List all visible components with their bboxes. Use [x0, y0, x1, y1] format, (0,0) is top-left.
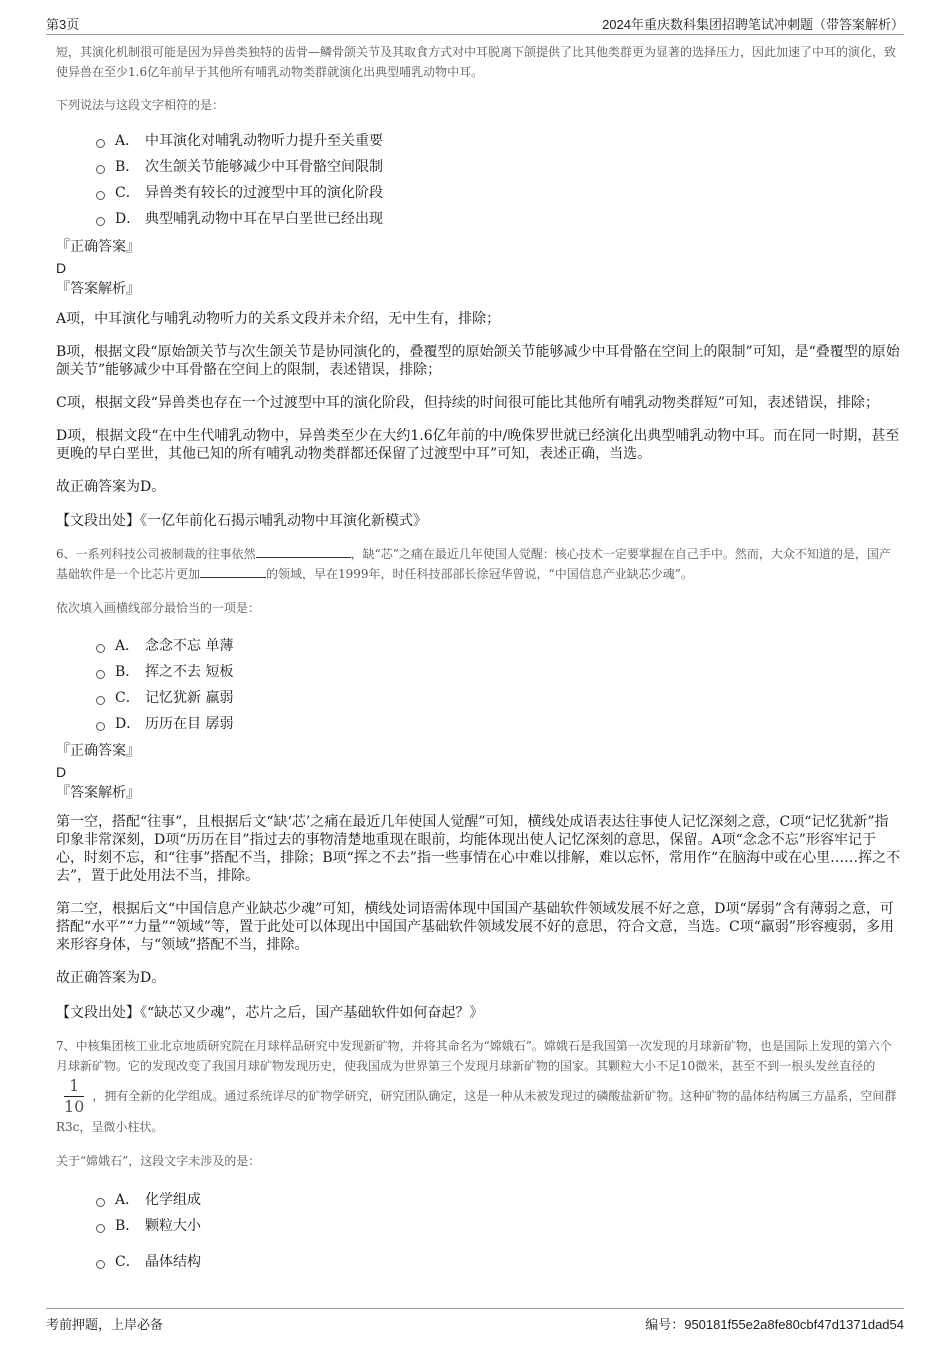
fraction-numerator: 1	[64, 1076, 84, 1097]
q5-analysis-a: A项，中耳演化与哺乳动物听力的关系文段并未介绍，无中生有，排除；	[56, 311, 501, 327]
fraction	[64, 1076, 84, 1117]
option-text: 记忆犹新 羸弱	[145, 690, 234, 706]
option-letter: B．	[115, 159, 140, 175]
option-text: 化学组成	[145, 1192, 201, 1208]
q7-stem-part1: 7、中核集团核工业北京地质研究院在月球样品研究中发现新矿物，并将其命名为“嫦娥石”。嫦娥石是我国第一次发现的月球新矿物，也是国际上发现的第六个月球新矿物。它的发现改变了我国月球矿物发现历史，使我国成为世界第三个发现月球新矿物的国家。其颗粒大小不足10微米，甚至不到一根头发丝直径的	[56, 1039, 892, 1073]
option-letter: B．	[115, 664, 140, 680]
code-value: 950181f55e2a8fe80cbf47d1371dad54	[684, 1317, 904, 1332]
q5-source: 【文段出处】《一亿年前化石揭示哺乳动物中耳演化新模式》	[56, 513, 427, 529]
option-text: 挥之不去 短板	[145, 664, 234, 680]
q5-analysis-c: C项，根据文段“异兽类也存在一个过渡型中耳的演化阶段，但持续的时间很可能比其他所有哺乳动物类群短”可知，表述错误，排除；	[56, 395, 880, 411]
q6-analysis-label: 『答案解析』	[56, 785, 140, 801]
code-label: 编号：	[645, 1317, 685, 1332]
document-title: 2024年重庆数科集团招聘笔试冲刺题（带答案解析）	[602, 17, 904, 32]
blank-2[interactable]	[200, 564, 266, 578]
radio-icon[interactable]	[96, 1260, 105, 1269]
q6-stem-part2: ，缺“芯”之痛在最近几年使国人觉醒：核心技术一定要掌握在自己手中。然而，大众不知道的是，国产基础软件是一个比芯片更加	[56, 547, 891, 581]
q5-answer-label: 『正确答案』	[56, 239, 140, 255]
option-letter: A．	[115, 1192, 140, 1208]
radio-icon[interactable]	[96, 1198, 105, 1207]
q6-conclusion: 故正确答案为D。	[56, 970, 166, 986]
q6-answer-label: 『正确答案』	[56, 743, 140, 759]
q6-options	[96, 633, 901, 737]
option-letter: B．	[115, 1218, 140, 1234]
option-text: 典型哺乳动物中耳在早白垩世已经出现	[145, 211, 383, 227]
q7-option-b[interactable]	[96, 1213, 901, 1239]
option-letter: C．	[115, 690, 140, 706]
page-footer	[46, 1308, 904, 1331]
option-letter: C．	[115, 185, 140, 201]
option-text: 异兽类有较长的过渡型中耳的演化阶段	[145, 185, 383, 201]
radio-icon[interactable]	[96, 139, 105, 148]
q6-prompt: 依次填入画横线部分最恰当的一项是：	[56, 601, 261, 615]
option-letter: A．	[115, 638, 140, 654]
q6-stem-part3: 的领域，早在1999年，时任科技部部长徐冠华曾说，“中国信息产业缺芯少魂”。	[266, 567, 693, 581]
q6-analysis-2: 第二空，根据后文“中国信息产业缺芯少魂”可知，横线处词语需体现中国国产基础软件领域发展不好之意，D项“孱弱”含有薄弱之意，可搭配“水平”“力量”“领域”等，置于此处可以体现出中国国产基础软件领域发展不好的意思，符合文意，当选。C项“羸弱”形容瘦弱，多用来形容身体，与“领域”搭配不当，排除。	[56, 901, 894, 953]
fraction-denominator: 10	[64, 1097, 85, 1116]
q6-answer: D	[56, 764, 67, 780]
option-letter: D．	[115, 211, 141, 227]
q7-stem	[56, 1036, 898, 1137]
option-text: 颗粒大小	[145, 1218, 201, 1234]
q7-options	[96, 1187, 901, 1275]
radio-icon[interactable]	[96, 191, 105, 200]
page-content	[56, 42, 901, 1275]
page-number: 第3页	[46, 17, 80, 32]
option-text: 次生颌关节能够减少中耳骨骼空间限制	[145, 159, 383, 175]
q6-option-d[interactable]	[96, 711, 901, 737]
q6-stem-part1: 6、一系列科技公司被制裁的往事依然	[56, 547, 256, 561]
option-text: 中耳演化对哺乳动物听力提升至关重要	[145, 133, 383, 149]
radio-icon[interactable]	[96, 722, 105, 731]
q7-option-c[interactable]	[96, 1249, 901, 1275]
q6-source: 【文段出处】《“缺芯又少魂”，芯片之后，国产基础软件如何奋起？》	[56, 1005, 484, 1021]
q6-option-a[interactable]	[96, 633, 901, 659]
footer-slogan: 考前押题，上岸必备	[46, 1317, 164, 1332]
radio-icon[interactable]	[96, 670, 105, 679]
document-code	[645, 1314, 904, 1333]
q7-option-a[interactable]	[96, 1187, 901, 1213]
q7-stem-part2: ，拥有全新的化学组成。通过系统详尽的矿物学研究，研究团队确定，这是一种从未被发现过的磷酸盐新矿物。这种矿物的晶体结构属三方晶系，空间群R3c，呈微小柱状。	[56, 1089, 897, 1134]
q5-analysis-label: 『答案解析』	[56, 281, 140, 297]
option-text: 念念不忘 单薄	[145, 638, 234, 654]
option-letter: A．	[115, 133, 140, 149]
radio-icon[interactable]	[96, 217, 105, 226]
radio-icon[interactable]	[96, 1224, 105, 1233]
option-text: 晶体结构	[145, 1254, 201, 1270]
blank-1[interactable]	[256, 544, 351, 558]
radio-icon[interactable]	[96, 644, 105, 653]
q5-answer: D	[56, 260, 67, 276]
q5-analysis-d: D项，根据文段“在中生代哺乳动物中，异兽类至少在大约1.6亿年前的中/晚侏罗世就已经演化出典型哺乳动物中耳。而在同一时期，甚至更晚的早白垩世，其他已知的所有哺乳动物类群都还保留了过渡型中耳”可知，表述正确，当选。	[56, 428, 900, 462]
q5-option-d[interactable]	[96, 206, 901, 232]
q6-option-b[interactable]	[96, 659, 901, 685]
q6-option-c[interactable]	[96, 685, 901, 711]
q6-analysis-1: 第一空，搭配“往事”，且根据后文“缺‘芯’之痛在最近几年使国人觉醒”可知，横线处成语表达往事使人记忆深刻之意，C项“记忆犹新”指印象非常深刻，D项“历历在目”指过去的事物清楚地重现在眼前，均能体现出使人记忆深刻的意思，保留。A项“念念不忘”形容牢记于心，时刻不忘，和“往事”搭配不当，排除；B项“挥之不去”指一些事情在心中难以排解，难以忘怀，常用作“在脑海中或在心里……挥之不去”，置于此处用法不当，排除。	[56, 814, 901, 884]
q7-prompt: 关于“嫦娥石”，这段文字未涉及的是：	[56, 1154, 261, 1168]
q5-passage: 短，其演化机制很可能是因为异兽类独特的齿骨—鳞骨颌关节及其取食方式对中耳脱离下颌提供了比其他类群更为显著的选择压力，因此加速了中耳的演化，致使异兽在至少1.6亿年前早于其他所有哺乳动物类群就演化出典型哺乳动物中耳。	[56, 45, 897, 79]
q5-option-a[interactable]	[96, 128, 901, 154]
page-header	[46, 12, 904, 35]
q5-option-c[interactable]	[96, 180, 901, 206]
q5-prompt: 下列说法与这段文字相符的是：	[56, 98, 225, 112]
q5-conclusion: 故正确答案为D。	[56, 479, 166, 495]
q5-analysis-b: B项，根据文段“原始颌关节与次生颌关节是协同演化的，叠覆型的原始颌关节能够减少中耳骨骼在空间上的限制”可知，是“叠覆型的原始颌关节”能够减少中耳骨骼在空间上的限制，表述错误，排除；	[56, 344, 900, 378]
q5-options	[96, 128, 901, 232]
option-text: 历历在目 孱弱	[145, 716, 234, 732]
radio-icon[interactable]	[96, 696, 105, 705]
option-letter: C．	[115, 1254, 140, 1270]
q5-option-b[interactable]	[96, 154, 901, 180]
radio-icon[interactable]	[96, 165, 105, 174]
option-letter: D．	[115, 716, 141, 732]
q6-stem	[56, 544, 898, 584]
